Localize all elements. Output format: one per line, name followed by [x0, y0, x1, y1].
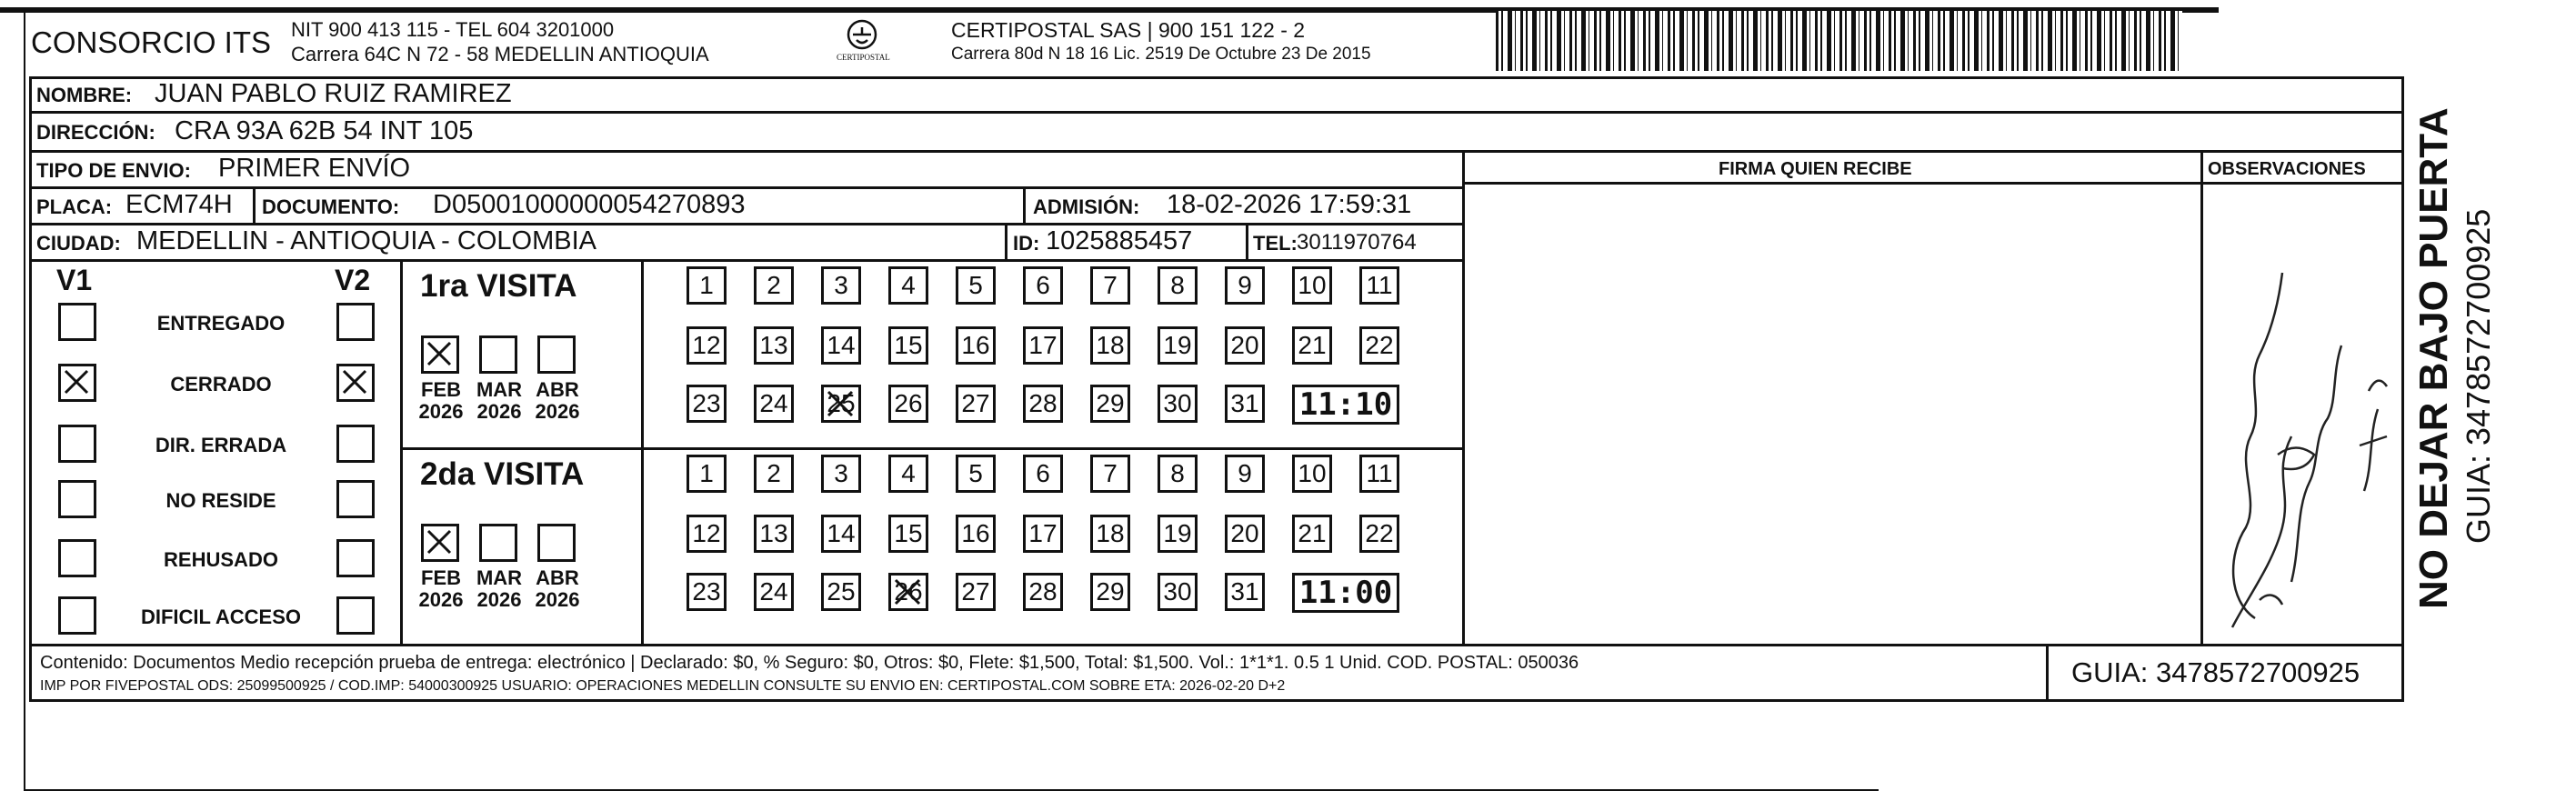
- firma-left-rule: [1462, 150, 1465, 644]
- day-box[interactable]: [956, 326, 996, 365]
- day-number: 11: [1366, 271, 1393, 299]
- day-box[interactable]: [1359, 455, 1399, 493]
- day-number: 24: [759, 389, 788, 417]
- day-number: 4: [901, 271, 916, 299]
- day-box[interactable]: [1292, 515, 1332, 553]
- day-box[interactable]: [956, 455, 996, 493]
- day-box[interactable]: [687, 266, 727, 305]
- day-number: 26: [894, 389, 923, 417]
- day-box[interactable]: [821, 326, 861, 365]
- footer-line-1: Contenido: Documentos Medio recepción prueba de entrega: electrónico | Declarado: $0, % Seguro: $0, Otros: $0, Flete: $1,500, Total: $1,500. Vol.: 1*1*1. 0.5 1 Unid. COD. POSTAL: 050036: [40, 653, 1579, 673]
- day-number: 27: [961, 577, 990, 606]
- documento-value: D05001000000054270893: [433, 190, 746, 219]
- day-number: 29: [1096, 577, 1125, 606]
- day-box[interactable]: [1359, 266, 1399, 305]
- v2-checkbox[interactable]: [336, 303, 375, 341]
- day-box[interactable]: [1090, 455, 1130, 493]
- day-box[interactable]: [1023, 573, 1063, 611]
- day-number: 23: [692, 389, 721, 417]
- day-box[interactable]: [956, 515, 996, 553]
- day-number: 8: [1170, 459, 1185, 487]
- day-number: 13: [759, 519, 788, 547]
- day-box[interactable]: [1023, 385, 1063, 423]
- day-number: 22: [1365, 519, 1394, 547]
- id-value: 1025885457: [1046, 226, 1193, 255]
- day-number: 3: [834, 459, 848, 487]
- day-box[interactable]: [1090, 266, 1130, 305]
- visit-title: 2da VISITA: [420, 456, 585, 492]
- day-box[interactable]: [1090, 326, 1130, 365]
- day-number: 25: [827, 389, 856, 417]
- v1-checkbox[interactable]: [58, 303, 96, 341]
- day-number: 20: [1230, 519, 1259, 547]
- day-box[interactable]: [888, 385, 928, 423]
- day-number: 29: [1096, 389, 1125, 417]
- company-name: CONSORCIO ITS: [31, 25, 272, 59]
- direccion-value: CRA 93A 62B 54 INT 105: [175, 116, 474, 145]
- day-number: 17: [1028, 331, 1057, 359]
- day-box[interactable]: [1023, 266, 1063, 305]
- company-info-1: NIT 900 413 115 - TEL 604 3201000: [291, 18, 615, 41]
- month-year: 2026: [535, 588, 580, 612]
- row-rule-2: [29, 150, 2404, 153]
- visit-time: 11:00: [1292, 573, 1399, 613]
- day-box[interactable]: [1359, 515, 1399, 553]
- day-number: 2: [767, 459, 781, 487]
- day-box[interactable]: [821, 515, 861, 553]
- month-year: 2026: [476, 588, 522, 612]
- day-number: 10: [1298, 459, 1327, 487]
- day-number: 30: [1163, 577, 1192, 606]
- day-number: 19: [1163, 519, 1192, 547]
- tipo-envio-label: TIPO DE ENVIO:: [36, 159, 191, 182]
- month-label: [530, 567, 585, 611]
- day-box[interactable]: [1225, 385, 1265, 423]
- company-info-2: Carrera 64C N 72 - 58 MEDELLIN ANTIOQUIA: [291, 43, 709, 65]
- recipient-signature: [2191, 255, 2410, 636]
- tipo-envio-value: PRIMER ENVÍO: [218, 154, 411, 183]
- row-rule-5: [29, 259, 1464, 262]
- day-box[interactable]: [1292, 326, 1332, 365]
- day-number: 24: [759, 577, 788, 606]
- day-number: 1: [699, 459, 714, 487]
- day-box[interactable]: [1292, 266, 1332, 305]
- v1-checkbox[interactable]: [58, 425, 96, 463]
- courier-line-2: Carrera 80d N 18 16 Lic. 2519 De Octubre 23 De 2015: [951, 45, 1371, 64]
- visit-time: 11:10: [1292, 385, 1399, 425]
- day-box[interactable]: [687, 515, 727, 553]
- side-guia: GUIA: 3478572700925: [2460, 208, 2497, 544]
- day-box[interactable]: [1158, 326, 1198, 365]
- day-box[interactable]: [1225, 515, 1265, 553]
- day-number: 26: [894, 577, 923, 606]
- day-box[interactable]: [1158, 266, 1198, 305]
- status-label: DIFICIL ACCESO: [140, 606, 301, 628]
- footer-line-2: IMP POR FIVEPOSTAL ODS: 25099500925 / COD.IMP: 54000300925 USUARIO: OPERACIONES MEDELLIN CONSULTE SU ENVIO EN: CERTIPOSTAL.COM SOBRE ETA: 2026-02-20 D+2: [40, 678, 1286, 694]
- day-box[interactable]: [754, 455, 794, 493]
- day-number: 18: [1096, 331, 1125, 359]
- id-label: ID:: [1013, 232, 1040, 255]
- day-number: 16: [961, 519, 990, 547]
- tel-sep: [1246, 223, 1248, 259]
- month-label: [414, 379, 468, 423]
- day-number: 8: [1170, 271, 1185, 299]
- day-box[interactable]: [956, 266, 996, 305]
- month-checkbox[interactable]: [479, 524, 517, 562]
- day-number: 16: [961, 331, 990, 359]
- month-name: MAR: [476, 566, 523, 589]
- month-year: 2026: [418, 400, 464, 424]
- v2-checkbox[interactable]: [336, 539, 375, 577]
- day-number: 6: [1036, 459, 1050, 487]
- logo-text: CERTIPOSTAL: [837, 53, 890, 62]
- day-box[interactable]: [956, 573, 996, 611]
- day-number: 28: [1028, 389, 1057, 417]
- day-number: 7: [1103, 271, 1118, 299]
- placa-sep: [253, 186, 256, 223]
- month-year: 2026: [476, 400, 522, 424]
- day-box[interactable]: [687, 326, 727, 365]
- v2-header: V2: [335, 264, 371, 296]
- day-number: 12: [692, 519, 721, 547]
- tel-label: TEL:: [1253, 232, 1298, 255]
- month-checkbox[interactable]: [479, 335, 517, 374]
- day-box[interactable]: [687, 573, 727, 611]
- observaciones-header: OBSERVACIONES: [2208, 159, 2366, 179]
- day-number: 12: [692, 331, 721, 359]
- id-sep: [1005, 223, 1007, 259]
- row-rule-1: [29, 111, 2404, 114]
- month-checkbox[interactable]: [537, 524, 576, 562]
- firma-head-rule: [1462, 182, 2404, 185]
- day-number: 13: [759, 331, 788, 359]
- guia-box: GUIA: 3478572700925: [2071, 656, 2360, 688]
- month-label: [472, 567, 526, 611]
- day-box[interactable]: [821, 573, 861, 611]
- row-rule-4: [29, 223, 1464, 225]
- day-box[interactable]: [821, 385, 861, 423]
- ciudad-value: MEDELLIN - ANTIOQUIA - COLOMBIA: [136, 226, 596, 255]
- day-box[interactable]: [1225, 455, 1265, 493]
- day-number: 31: [1230, 389, 1259, 417]
- day-box[interactable]: [821, 455, 861, 493]
- status-label: REHUSADO: [164, 548, 278, 571]
- ciudad-label: CIUDAD:: [36, 232, 121, 255]
- day-number: 2: [767, 271, 781, 299]
- day-number: 4: [901, 459, 916, 487]
- visit-mid-rule: [400, 447, 1464, 450]
- day-number: 5: [968, 271, 983, 299]
- admision-sep: [1023, 186, 1026, 223]
- day-box[interactable]: [754, 385, 794, 423]
- day-box[interactable]: [754, 266, 794, 305]
- visit-sep: [641, 259, 644, 644]
- direccion-label: DIRECCIÓN:: [36, 121, 155, 144]
- v1-checkbox[interactable]: [58, 364, 96, 402]
- month-name: MAR: [476, 378, 523, 401]
- month-name: FEB: [421, 566, 461, 589]
- day-box[interactable]: [1023, 455, 1063, 493]
- row-rule-3: [29, 186, 1464, 189]
- documento-label: DOCUMENTO:: [262, 195, 400, 218]
- v1-header: V1: [56, 264, 93, 296]
- day-box[interactable]: [1090, 385, 1130, 423]
- left-edge: [24, 13, 25, 791]
- month-label: [530, 379, 585, 423]
- day-number: 21: [1298, 331, 1327, 359]
- month-year: 2026: [418, 588, 464, 612]
- day-number: 3: [834, 271, 848, 299]
- month-label: [414, 567, 468, 611]
- month-checkbox[interactable]: [421, 524, 459, 562]
- day-box[interactable]: [956, 385, 996, 423]
- day-box[interactable]: [888, 326, 928, 365]
- day-box[interactable]: [888, 455, 928, 493]
- day-box[interactable]: [687, 455, 727, 493]
- day-box[interactable]: [1090, 515, 1130, 553]
- tel-value: 3011970764: [1297, 230, 1417, 255]
- visit-title: 1ra VISITA: [420, 268, 577, 304]
- placa-label: PLACA:: [36, 195, 113, 218]
- day-number: 19: [1163, 331, 1192, 359]
- form-left: [29, 76, 32, 702]
- day-number: 9: [1238, 271, 1252, 299]
- day-number: 14: [827, 519, 856, 547]
- no-dejar-bajo-puerta: NO DEJAR BAJO PUERTA: [2411, 107, 2456, 609]
- day-box[interactable]: [1023, 515, 1063, 553]
- day-number: 14: [827, 331, 856, 359]
- v2-checkbox[interactable]: [336, 480, 375, 518]
- day-number: 15: [894, 519, 923, 547]
- nombre-value: JUAN PABLO RUIZ RAMIREZ: [155, 79, 512, 108]
- day-number: 28: [1028, 577, 1057, 606]
- v2-checkbox[interactable]: [336, 425, 375, 463]
- day-box[interactable]: [1225, 326, 1265, 365]
- admision-value: 18-02-2026 17:59:31: [1167, 190, 1412, 219]
- v2-checkbox[interactable]: [336, 596, 375, 635]
- day-box[interactable]: [1023, 326, 1063, 365]
- month-checkbox[interactable]: [537, 335, 576, 374]
- day-number: 22: [1365, 331, 1394, 359]
- v2-checkbox[interactable]: [336, 364, 375, 402]
- day-box[interactable]: [821, 266, 861, 305]
- day-number: 21: [1298, 519, 1327, 547]
- day-box[interactable]: [1158, 515, 1198, 553]
- day-box[interactable]: [1225, 573, 1265, 611]
- status-label: DIR. ERRADA: [155, 434, 287, 456]
- day-number: 17: [1028, 519, 1057, 547]
- day-box[interactable]: [1090, 573, 1130, 611]
- day-number: 27: [961, 389, 990, 417]
- day-number: 6: [1036, 271, 1050, 299]
- firma-header: FIRMA QUIEN RECIBE: [1719, 159, 1912, 179]
- courier-line-1: CERTIPOSTAL SAS | 900 151 122 - 2: [951, 18, 1306, 42]
- day-box[interactable]: [1225, 266, 1265, 305]
- v1-checkbox[interactable]: [58, 539, 96, 577]
- day-box[interactable]: [1292, 455, 1332, 493]
- day-number: 9: [1238, 459, 1252, 487]
- guia-box-sep: [2046, 644, 2049, 701]
- month-checkbox[interactable]: [421, 335, 459, 374]
- month-name: FEB: [421, 378, 461, 401]
- day-number: 31: [1230, 577, 1259, 606]
- day-number: 11: [1366, 459, 1393, 487]
- day-box[interactable]: [1359, 326, 1399, 365]
- status-label: NO RESIDE: [165, 489, 276, 512]
- day-box[interactable]: [1158, 455, 1198, 493]
- month-name: ABR: [536, 378, 579, 401]
- status-sep: [400, 259, 403, 644]
- day-number: 7: [1103, 459, 1118, 487]
- day-number: 23: [692, 577, 721, 606]
- day-number: 10: [1298, 271, 1327, 299]
- placa-value: ECM74H: [125, 190, 233, 219]
- day-number: 25: [827, 577, 856, 606]
- status-label: ENTREGADO: [156, 312, 286, 335]
- day-number: 18: [1096, 519, 1125, 547]
- day-box[interactable]: [754, 326, 794, 365]
- day-number: 30: [1163, 389, 1192, 417]
- courier-logo: [829, 16, 895, 67]
- status-label: CERRADO: [170, 373, 272, 396]
- month-label: [472, 379, 526, 423]
- day-box[interactable]: [1158, 385, 1198, 423]
- day-box[interactable]: [888, 515, 928, 553]
- day-box[interactable]: [687, 385, 727, 423]
- v1-checkbox[interactable]: [58, 596, 96, 635]
- nombre-label: NOMBRE:: [36, 84, 133, 106]
- admision-label: ADMISIÓN:: [1033, 195, 1140, 218]
- barcode: [1496, 11, 2182, 71]
- day-number: 1: [699, 271, 714, 299]
- day-box[interactable]: [754, 573, 794, 611]
- day-box[interactable]: [1158, 573, 1198, 611]
- month-year: 2026: [535, 400, 580, 424]
- month-name: ABR: [536, 566, 579, 589]
- day-number: 20: [1230, 331, 1259, 359]
- day-number: 15: [894, 331, 923, 359]
- v1-checkbox[interactable]: [58, 480, 96, 518]
- day-box[interactable]: [888, 573, 928, 611]
- day-box[interactable]: [888, 266, 928, 305]
- day-number: 5: [968, 459, 983, 487]
- day-box[interactable]: [754, 515, 794, 553]
